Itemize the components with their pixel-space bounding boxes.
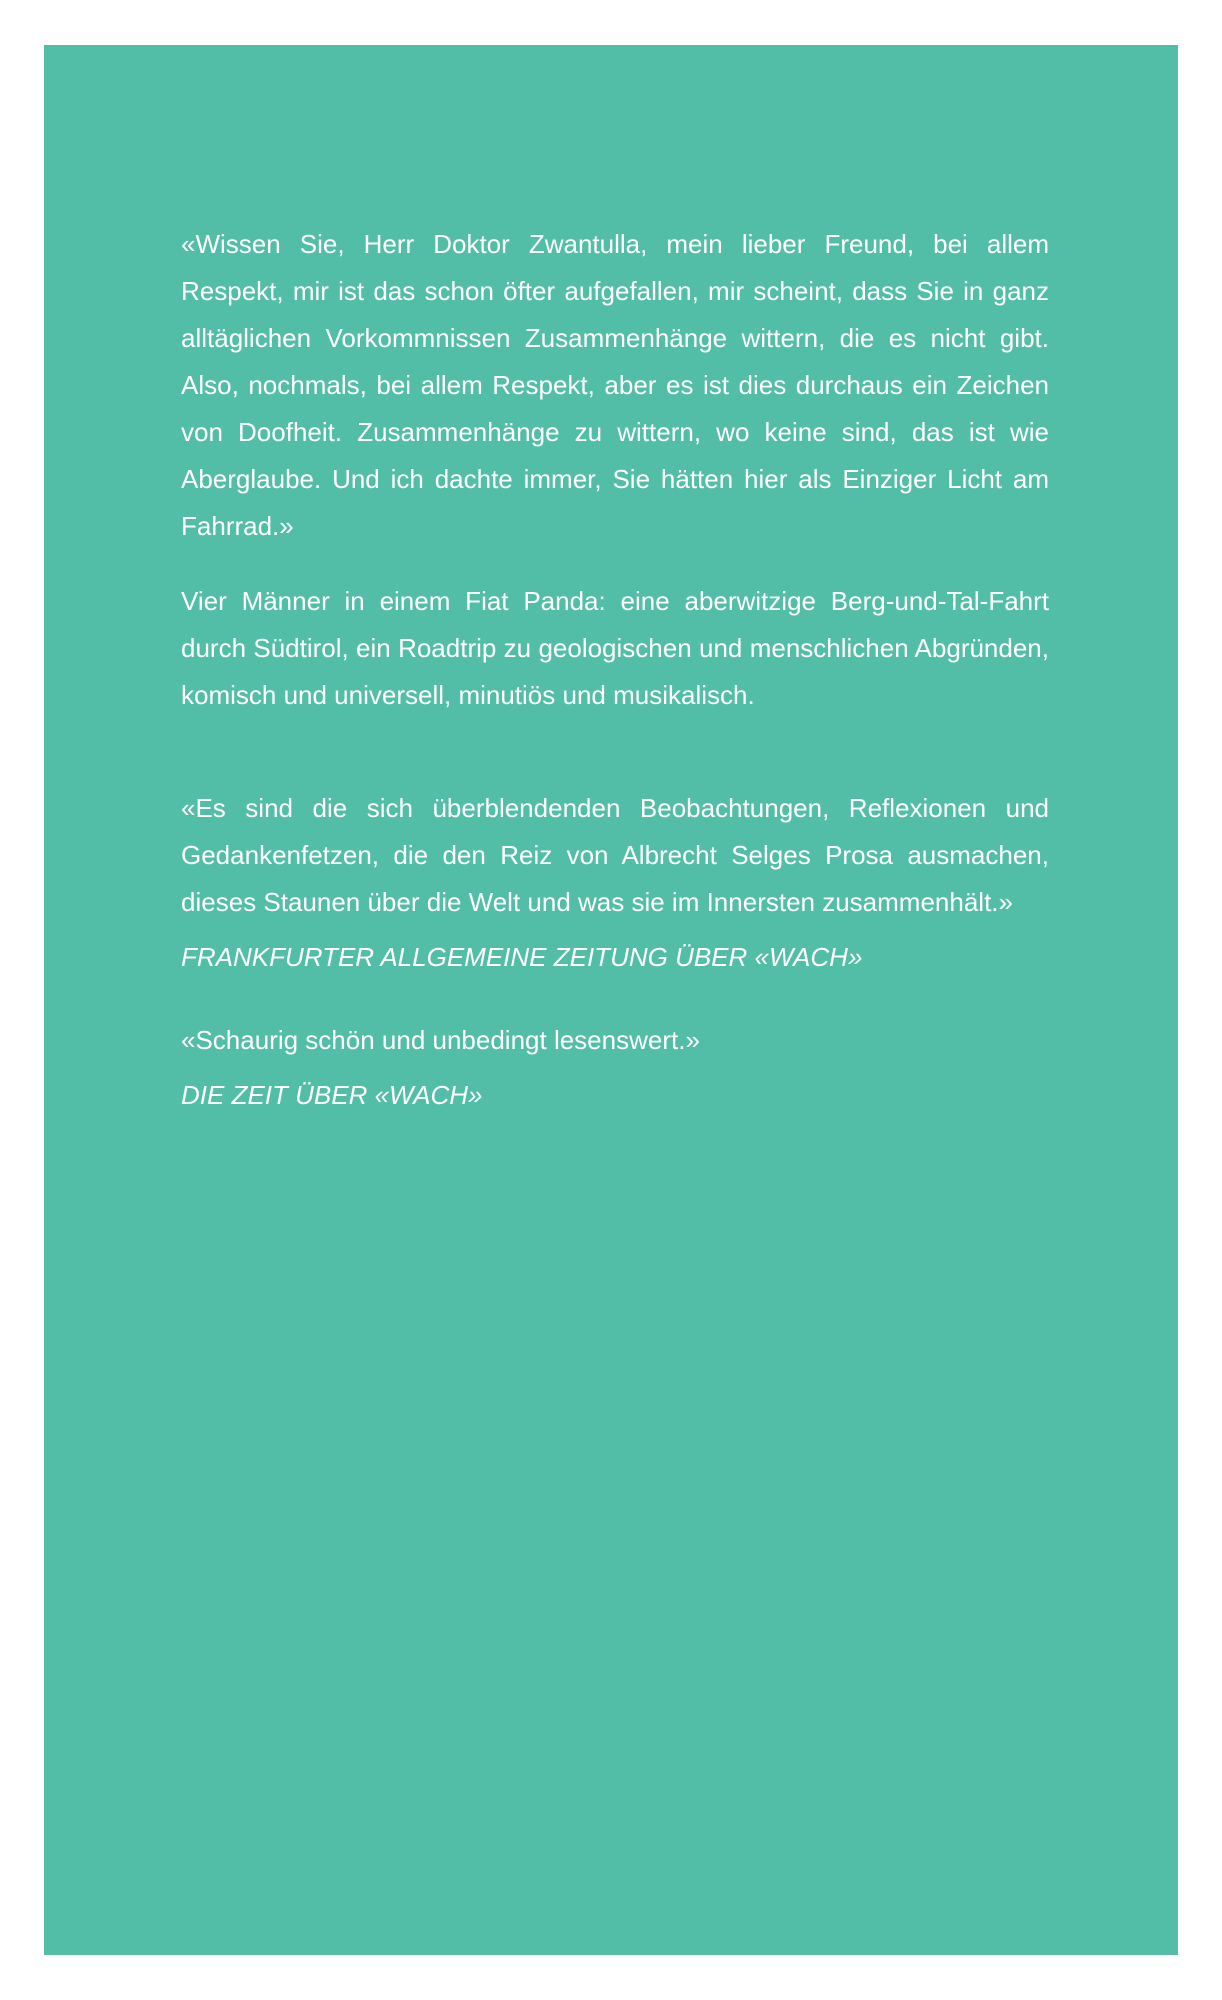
review-source: FRANKFURTER ALLGEMEINE ZEITUNG ÜBER «WACH» [181,942,863,972]
spacer [181,719,1049,785]
review-quote: «Schaurig schön und unbedingt lesenswert.» [181,1025,700,1055]
back-cover-text [181,221,1049,1119]
blurb: Vier Männer in einem Fiat Panda: eine aberwitzige Berg-und-Tal-Fahrt durch Südtirol, ein Roadtrip zu geologischen und menschlichen Abgründen, komisch und universell, minutiös und musikalisch. [181,586,1049,710]
spacer [181,981,1049,1017]
intro-quote: «Wissen Sie, Herr Doktor Zwantulla, mein lieber Freund, bei allem Respekt, mir ist das schon öfter aufgefallen, mir scheint, dass Sie in ganz alltäglichen Vorkommnissen Zusammenhänge wittern, die es nicht gibt. Also, nochmals, bei allem Respekt, aber es ist dies durchaus ein Zeichen von Doofheit. Zusammenhänge zu wittern, wo keine sind, das ist wie Aberglaube. Und ich dachte immer, Sie hätten hier als Einziger Licht am Fahrrad.» [181,229,1049,541]
review-quote: «Es sind die sich überblendenden Beobachtungen, Reflexionen und Gedankenfetzen, die den Reiz von Albrecht Selges Prosa ausmachen, dieses Staunen über die Welt und was sie im Innersten zusammenhält.» [181,793,1049,917]
review-source: DIE ZEIT ÜBER «WACH» [181,1080,483,1110]
back-cover-panel [44,45,1178,1955]
spacer [181,550,1049,578]
